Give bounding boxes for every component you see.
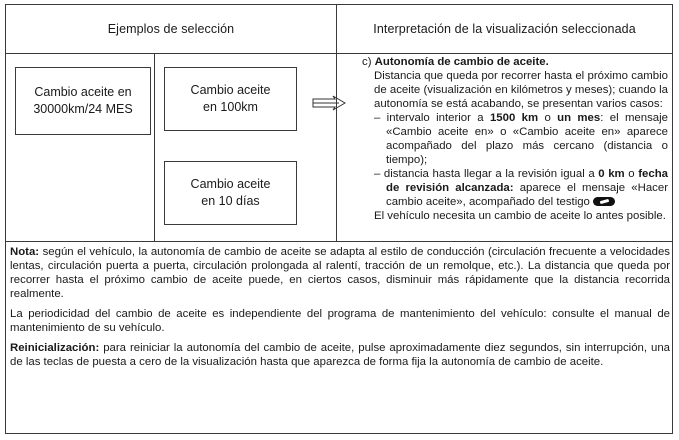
table-header-row <box>6 5 672 54</box>
case2-bold2: fecha de revisión alcanzada: <box>386 168 668 194</box>
oil-can-warning-icon <box>593 197 615 206</box>
nota-label: Nota: <box>10 246 40 258</box>
closing-paragraph: El vehículo necesita un cambio de aceite lo antes posible. <box>374 210 666 222</box>
title-text: Autonomía de cambio de aceite. <box>374 56 549 68</box>
example-2-line1: Cambio aceite <box>190 83 271 97</box>
interpretation-title <box>362 55 668 69</box>
periodicidad-paragraph: La periodicidad del cambio de aceite es independiente del programa de mantenimiento del vehículo: consulte el manual de mantenimiento de su vehículo. <box>10 308 670 334</box>
interpretation-text <box>362 55 668 223</box>
example-box-100km <box>164 67 297 131</box>
case2-rest: aparece el mensaje «Hacer cambio aceite», acompañado del testigo <box>386 182 668 208</box>
case2-bold1: 0 km <box>598 168 625 180</box>
case1-rest: : el mensaje «Cambio aceite en» o «Cambio aceite en» aparece acompañado del plazo más cercano (distancia o tiempo); <box>386 112 669 166</box>
header-interpretation: Interpretación de la visualización seleccionada <box>373 22 636 36</box>
reinit-paragraph <box>10 341 670 369</box>
case1-bold2: un mes <box>557 112 601 124</box>
case2-mid: o <box>624 168 639 180</box>
examples-divider <box>154 53 155 241</box>
intro-paragraph: Distancia que queda por recorrer hasta el próximo cambio de aceite (visualización en kilómetros y meses); cuando la autonomía se está acabando, se presentan varios casos: <box>374 70 668 110</box>
case1-bold1: 1500 km <box>489 112 539 124</box>
example-2-line2: en 100km <box>203 100 258 114</box>
example-1-line1: Cambio aceite en <box>34 85 132 99</box>
case-1 <box>362 111 668 167</box>
case2-prefix: – distancia hasta llegar a la revisión igual a <box>374 168 599 180</box>
selection-table <box>5 4 673 434</box>
column-divider <box>336 5 337 241</box>
example-box-10dias <box>164 161 297 225</box>
case-2 <box>362 167 668 209</box>
row-divider <box>6 241 672 242</box>
reinit-label: Reinicialización: <box>10 342 100 354</box>
example-3-line2: en 10 días <box>201 194 260 208</box>
nota-text: según el vehículo, la autonomía de cambio de aceite se adapta al estilo de conducción (circulación frecuente a velocidades lentas, circulación puerta a puerta, circulación prolongada al ralentí, tracción de un remolque, etc.). La distancia que queda por recorrer hasta el próximo cambio de aceite puede, en ciertos casos, disminuir más rápidamente que la distancia recorrida realmente. <box>10 246 670 300</box>
example-3-line1: Cambio aceite <box>190 177 271 191</box>
example-1-line2: 30000km/24 MES <box>33 102 133 116</box>
case1-prefix: – intervalo interior a <box>374 112 490 124</box>
title-prefix: c) <box>362 56 372 68</box>
case1-mid: o <box>538 112 558 124</box>
double-arrow-icon <box>311 95 347 111</box>
reinit-text: para reiniciar la autonomía del cambio de aceite, pulse aproximadamente diez segundos, sin interrupción, una de las teclas de puesta a cero de la visualización hasta que aparezca de forma fija la autonomía de cambio de aceite. <box>10 342 670 368</box>
example-box-30000km <box>15 67 151 135</box>
notes-section <box>10 245 670 375</box>
header-examples: Ejemplos de selección <box>107 22 235 36</box>
nota-paragraph <box>10 245 670 301</box>
